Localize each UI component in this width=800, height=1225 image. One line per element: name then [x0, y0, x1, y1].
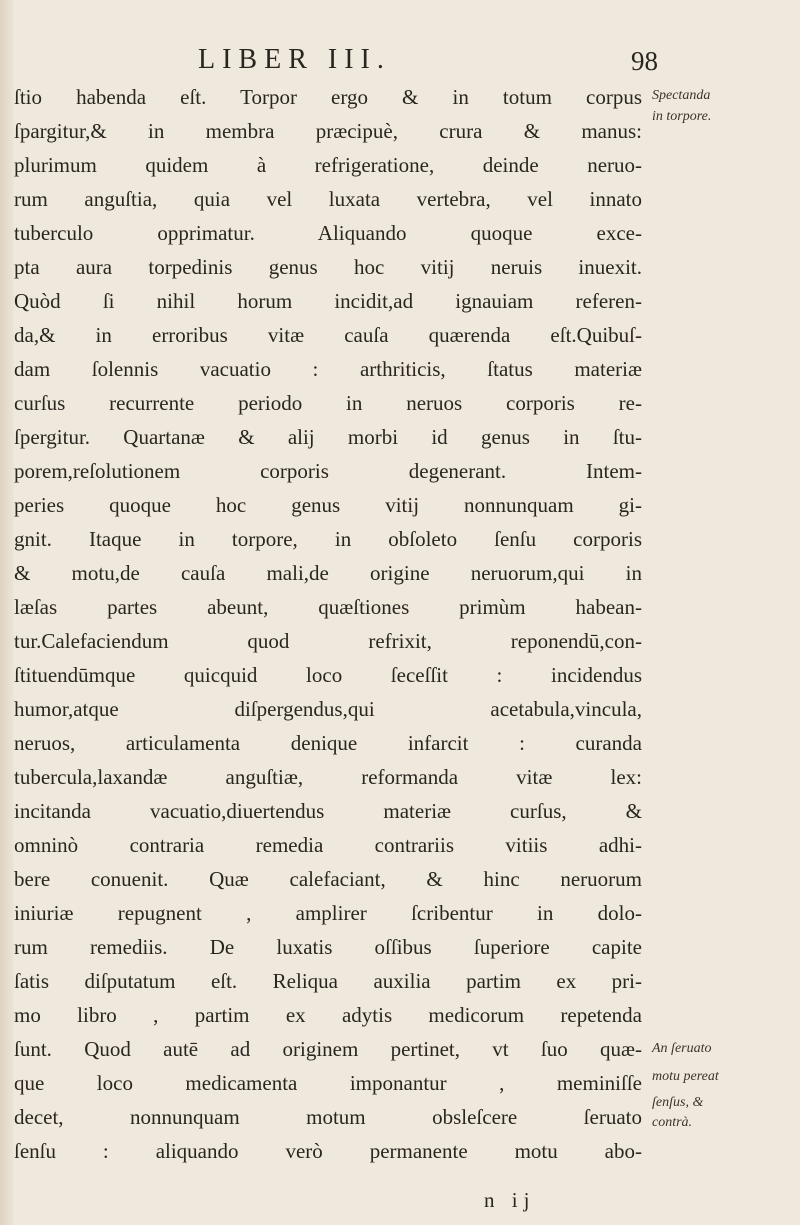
text-line: omninò contraria remedia contrariis vitiis adhi- [14, 833, 642, 857]
margin-note-line: contrà. [652, 1115, 693, 1130]
text-line: iniuriæ repugnent , amplirer ſcribentur in dolo- [14, 901, 642, 925]
text-line: humor,atque diſpergendus,qui acetabula,vincula, [14, 697, 642, 721]
text-line: rum remediis. De luxatis oſſibus ſuperiore capite [14, 935, 642, 959]
text-line: mo libro , partim ex adytis medicorum repetenda [14, 1003, 642, 1027]
page-number: 98 [631, 46, 658, 76]
running-head: LIBER III. [198, 44, 391, 75]
text-line: decet, nonnunquam motum obsleſcere ſeruato [14, 1105, 642, 1129]
text-line: neruos, articulamenta denique infarcit : curanda [14, 731, 642, 755]
text-line: dam ſolennis vacuatio : arthriticis, ſtatus materiæ [14, 357, 642, 381]
margin-note [652, 1040, 794, 1132]
text-line: ſtio habenda eſt. Torpor ergo & in totum corpus [14, 85, 642, 109]
text-line: porem,reſolutionem corporis degenerant. Intem- [14, 459, 642, 483]
text-line: incitanda vacuatio,diuertendus materiæ curſus, & [14, 799, 642, 823]
text-line: bere conuenit. Quæ calefaciant, & hinc neruorum [14, 867, 642, 891]
margin-note-line: Spectanda [652, 88, 711, 103]
page-header [198, 44, 658, 84]
text-line: tubercula,laxandæ anguſtiæ, reformanda vitæ lex: [14, 765, 642, 789]
margin-note-line: in torpore. [652, 109, 712, 124]
text-line: ſenſu : aliquando verò permanente motu abo- [14, 1139, 642, 1163]
text-line: da,& in erroribus vitæ cauſa quærenda eſt.Quibuſ- [14, 323, 642, 347]
binding-gutter [0, 0, 14, 1225]
signature-mark: n ij [484, 1188, 536, 1212]
text-line: pta aura torpedinis genus hoc vitij neruis inuexit. [14, 255, 642, 279]
text-line: ſpergitur. Quartanæ & alij morbi id genus in ſtu- [14, 425, 642, 449]
margin-note-line: ſenſus, & [652, 1095, 704, 1110]
text-line: ſpargitur,& in membra præcipuè, crura & manus: [14, 119, 642, 143]
text-line: Quòd ſi nihil horum incidit,ad ignauiam referen- [14, 289, 642, 313]
text-line: læſas partes abeunt, quæſtiones primùm habean- [14, 595, 642, 619]
text-line: plurimum quidem à refrigeratione, deinde neruo- [14, 153, 642, 177]
text-line: ſatis diſputatum eſt. Reliqua auxilia partim ex pri- [14, 969, 642, 993]
margin-note-line: motu pereat [652, 1069, 719, 1084]
text-line: curſus recurrente periodo in neruos corporis re- [14, 391, 642, 415]
text-line: tuberculo opprimatur. Aliquando quoque exce- [14, 221, 642, 245]
text-line: peries quoque hoc genus vitij nonnunquam gi- [14, 493, 642, 517]
text-line: gnit. Itaque in torpore, in obſoleto ſenſu corporis [14, 527, 642, 551]
text-line: ſtituendūmque quicquid loco ſeceſſit : incidendus [14, 663, 642, 687]
text-line: tur.Calefaciendum quod refrixit, reponendū,con- [14, 629, 642, 653]
margin-note [652, 87, 794, 126]
text-line: ſunt. Quod autē ad originem pertinet, vt ſuo quæ- [14, 1037, 642, 1061]
margin-note-line: An ſeruato [652, 1041, 712, 1056]
text-line: rum anguſtia, quia vel luxata vertebra, vel innato [14, 187, 642, 211]
text-line: que loco medicamenta imponantur , meminiſſe [14, 1071, 642, 1095]
text-line: & motu,de cauſa mali,de origine neruorum,qui in [14, 561, 642, 585]
